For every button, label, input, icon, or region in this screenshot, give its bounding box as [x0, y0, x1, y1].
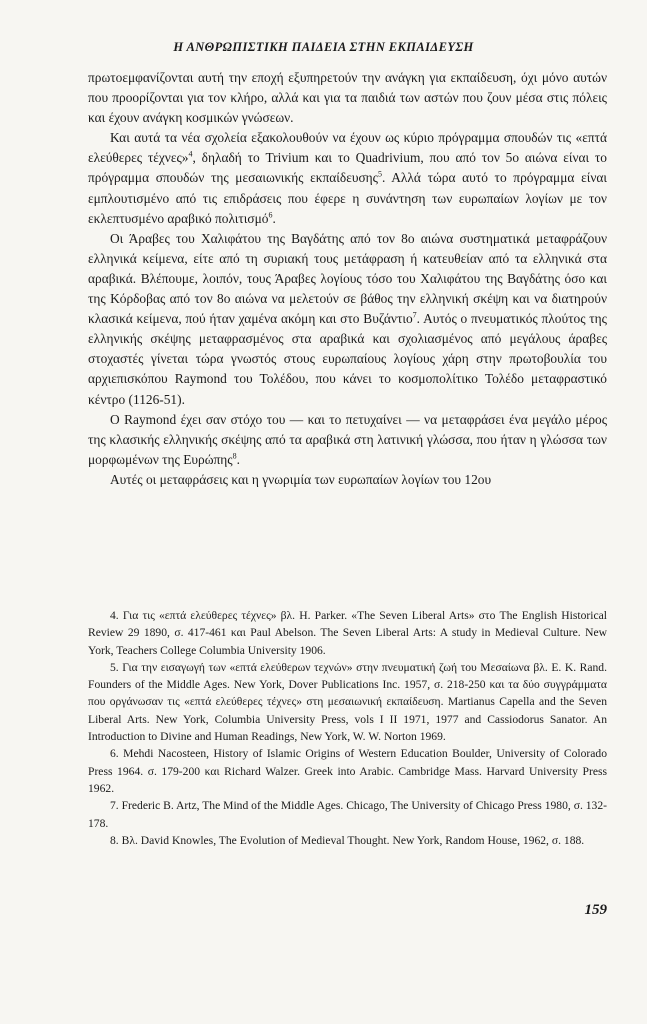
paragraph-3-part-b: . Αυτός ο πνευματικός πλούτος της ελληνικής σκέψης μεταφρασμένος στα αραβικά και σχολιασμένος από μεγάλους άραβες στοχαστές γίνεται τώρα γνωστός στους ευρωπαίους λογίους χάρη στην πρωτοβουλία του αρχιεπισκόπου Raymond του Τολέδου, που κάνει το κοσμοπολίτικο Τολέδο μεταφραστικό κέντρο (1126-51). — [88, 311, 607, 407]
running-header: Η ΑΝΘΡΩΠΙΣΤΙΚΗ ΠΑΙΔΕΙΑ ΣΤΗΝ ΕΚΠΑΙΔΕΥΣΗ — [173, 40, 474, 54]
paragraph-2 — [88, 128, 607, 228]
footnote-ref-5: 5 — [377, 170, 382, 179]
paragraph-3-part-a: Οι Άραβες του Χαλιφάτου της Βαγδάτης από τον 8ο αιώνα συστηματικά μεταφράζουν ελληνικά κείμενα, είτε από τη συριακή τους μετάφραση ή κατευθείαν από τα ελληνικά στα αραβικά. Βλέπουμε, λοιπόν, τους Άραβες λογίους τόσο του Χαλιφάτου της Βαγδάτης όσο και της Κόρδοβας από τον 8ο αιώνα να μελετούν σε βάθος την ελληνική σκέψη και να διατηρούν κλασικά κείμενα, πού ήταν χαμένα ακόμη και στο Βυζάντιο — [88, 230, 607, 327]
paragraph-4 — [88, 410, 607, 470]
footnote-4: 4. Για τις «επτά ελεύθερες τέχνες» βλ. H. Parker. «The Seven Liberal Arts» στο The English Historical Review 29 1890, σ. 417-461 και Paul Abelson. The Seven Liberal Arts: A study in Medieval Culture. New York, Teachers College Columbia University 1906. — [88, 609, 607, 657]
paragraph-4-part-a: Ο Raymond έχει σαν στόχο του — και το πετυχαίνει — να μεταφράσει ένα μεγάλο μέρος της κλασικής ελληνικής σκέψης από τα αραβικά στη λατινική γλώσσα, που ήταν η γλώσσα των μορφωμένων της Ευρώπης — [88, 411, 607, 467]
paragraph-2-part-b: , δηλαδή το Trivium και το Quadrivium, που από τον 5ο αιώνα είναι το πρόγραμμα σπουδών της μεσαιωνικής εκπαίδευσης — [88, 150, 608, 186]
footnote-ref-6: 6 — [268, 210, 273, 220]
paragraph-4-part-b: . — [236, 451, 240, 467]
main-text — [88, 68, 607, 490]
paragraph-5: Αυτές οι μεταφράσεις και η γνωριμία των ευρωπαίων λογίων του 12ου — [110, 471, 492, 487]
paragraph-2-part-a: Και αυτά τα νέα σχολεία εξακολουθούν να έχουν ως κύριο πρόγραμμα σπουδών τις «επτά ελεύθερες τέχνες» — [88, 130, 607, 166]
footnote-ref-4: 4 — [188, 149, 193, 159]
page-number: 159 — [584, 902, 607, 918]
paragraph-3 — [88, 229, 607, 410]
paragraph-2-part-c: . Αλλά τώρα αυτό το πρόγραμμα είναι εμπλουτισμένο από τις επιδράσεις που έφερε η συνάντηση των ευρωπαίων λογίων με τον εκλεπτυσμένο αραβικό πολιτισμό — [88, 170, 607, 226]
footnote-ref-7: 7 — [412, 310, 417, 320]
footnote-6: 6. Mehdi Nacosteen, History of Islamic Origins of Western Education Boulder, University of Colorado Press 1964. σ. 179-200 και Richard Walzer. Greek into Arabic. Cambridge Mass. Harvard University Press 1962. — [88, 747, 607, 795]
paragraph-1: πρωτοεμφανίζονται αυτή την εποχή εξυπηρετούν την ανάγκη για εκπαίδευση, όχι μόνο αυτών που προορίζονται για τον κλήρο, αλλά και για τα παιδιά των αστών που ζουν μέσα στις πόλεις και έχουν ανάγκη κοσμικών γνώσεων. — [88, 70, 607, 126]
footnote-ref-8: 8 — [232, 451, 237, 461]
paragraph-2-part-d: . — [272, 210, 276, 226]
footnotes — [88, 607, 607, 849]
footnote-8: 8. Βλ. David Knowles, The Evolution of Medieval Thought. New York, Random House, 1962, σ. 188. — [110, 833, 585, 847]
footnote-7: 7. Frederic B. Artz, The Mind of the Middle Ages. Chicago, The University of Chicago Press 1980, σ. 132-178. — [88, 799, 607, 830]
footnote-5: 5. Για την εισαγωγή των «επτά ελεύθερων τεχνών» στην πνευματική ζωή του Μεσαίωνα βλ. E. K. Rand. Founders of the Middle Ages. New York, Dover Publications Inc. 1957, σ. 218-250 και τα δύο συγγράμματα που οργάνωσαν τις «επτά ελεύθερες τέχνες» στη μεσαιωνική εκπαίδευση. Martianus Capella and the Seven Liberal Arts. New York, Columbia University Press, vols I II 1971, 1977 and Cassiodorus Sanator. An Introduction to Divine and Human Readings, New York, W. W. Norton 1969. — [88, 660, 607, 744]
